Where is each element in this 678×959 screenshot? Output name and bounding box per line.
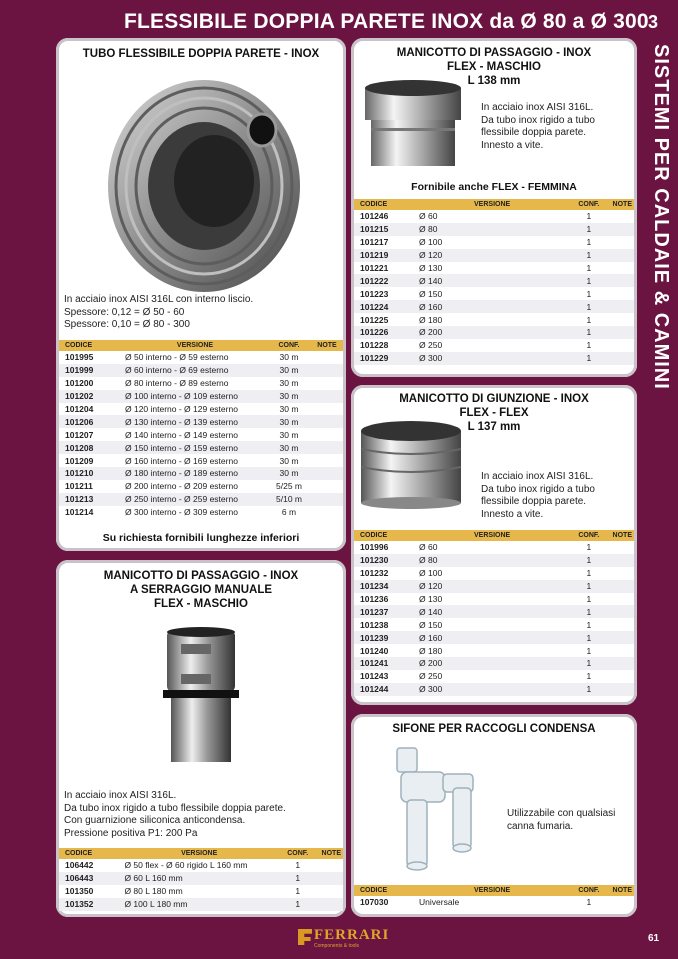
page-title: FLESSIBILE DOPPIA PARETE INOX da Ø 80 a Ø 300 (124, 10, 649, 33)
cell-codice: 106442 (65, 860, 94, 871)
cell-conf: 1 (586, 568, 592, 579)
cell-conf: 1 (567, 631, 610, 644)
passage-sleeve-desc-line: flessibile doppia parete. (481, 127, 587, 138)
cell-note (611, 605, 634, 618)
manual-sleeve-desc-line: Da tubo inox rigido a tubo flessibile doppia parete. (64, 802, 286, 814)
cell-note (611, 300, 634, 313)
cell-conf: 30 m (267, 364, 311, 377)
cell-note (611, 541, 634, 554)
cell-versione: Ø 140 (417, 274, 567, 287)
cell-versione: Ø 80 (417, 223, 567, 236)
passage-sleeve-desc-line: Da tubo inox rigido a tubo (481, 114, 595, 126)
cell-conf: 1 (586, 340, 592, 351)
cell-versione: Ø 180 (419, 645, 443, 656)
cell-codice: 107030 (360, 897, 389, 908)
passage-sleeve-title-line: MANICOTTO DI PASSAGGIO - INOX (396, 47, 592, 59)
joint-sleeve-title-line: FLEX - FLEX (459, 407, 529, 419)
cell-note (611, 236, 634, 249)
flex-tube-desc-line: Spessore: 0,12 = Ø 50 - 60 (64, 306, 185, 318)
logo-word: FERRARI (314, 927, 390, 943)
siphon-title: SIFONE PER RACCOGLI CONDENSA (392, 723, 596, 735)
col-conf: CONF. (567, 530, 610, 541)
cell-codice: 101217 (360, 237, 389, 248)
col-codice: CODICE (59, 848, 122, 859)
table-row (59, 493, 343, 506)
table-row (59, 441, 343, 454)
cell-note (311, 467, 343, 480)
siphon-card (351, 714, 637, 917)
cell-codice: 101228 (360, 340, 389, 351)
cell-codice: 101996 (360, 542, 389, 553)
cell-note (611, 657, 634, 670)
cell-conf: 6 m (281, 507, 297, 518)
cell-note (311, 506, 343, 519)
manual-sleeve-desc-line: In acciaio inox AISI 316L. (64, 790, 177, 801)
col-versione: VERSIONE (417, 885, 567, 896)
joint-sleeve-table (354, 530, 634, 696)
table-row (59, 898, 343, 911)
manual-sleeve-desc-line: Pressione positiva P1: 200 Pa (64, 827, 198, 839)
cell-note (611, 262, 634, 275)
table-row (354, 618, 634, 631)
cell-note (311, 351, 343, 364)
cell-codice: 101229 (354, 352, 417, 365)
logo-tagline: Components & tools (314, 943, 360, 949)
cell-note (311, 493, 343, 506)
cell-versione: Ø 300 interno - Ø 309 esterno (125, 507, 238, 518)
cell-note (611, 683, 634, 696)
passage-sleeve-image (363, 78, 463, 170)
cell-note (320, 898, 343, 911)
cell-conf: 30 m (267, 415, 311, 428)
table-row (354, 567, 634, 580)
cell-codice: 101244 (354, 683, 417, 696)
cell-note (611, 287, 634, 300)
flex-tube-card (56, 38, 346, 551)
cell-codice: 101240 (360, 645, 389, 656)
joint-sleeve-desc-line: Da tubo inox rigido a tubo (481, 483, 595, 495)
table-row (354, 541, 634, 554)
cell-note (611, 210, 634, 223)
table-row (354, 313, 634, 326)
page-number: 61 (648, 933, 660, 944)
table-row (59, 364, 343, 377)
cell-codice: 101210 (59, 467, 123, 480)
cell-codice: 101236 (360, 594, 389, 604)
cell-versione: Ø 130 (419, 594, 443, 604)
cell-note (320, 872, 343, 885)
cell-codice: 101995 (65, 352, 94, 363)
cell-note (611, 896, 634, 909)
table-row (354, 631, 634, 644)
cell-note (611, 567, 634, 580)
cell-codice: 101226 (354, 326, 417, 339)
cell-conf: 1 (567, 554, 610, 567)
col-codice: CODICE (59, 340, 123, 351)
table-row (59, 390, 343, 403)
cell-conf: 30 m (267, 467, 311, 480)
table-row (354, 274, 634, 287)
cell-versione: Ø 300 (417, 352, 567, 365)
cell-codice: 101208 (59, 441, 123, 454)
cell-versione: Ø 150 interno - Ø 159 esterno (123, 441, 267, 454)
side-title (642, 44, 674, 424)
cell-note (311, 415, 343, 428)
cell-versione: Ø 100 (419, 237, 443, 248)
flex-tube-desc-line: Spessore: 0,10 = Ø 80 - 300 (64, 319, 190, 330)
cell-note (611, 249, 634, 262)
cell-codice: 101223 (360, 288, 389, 299)
manual-sleeve-card (56, 560, 346, 917)
col-conf: CONF. (276, 848, 320, 859)
cell-codice: 101204 (65, 404, 94, 414)
cell-note (311, 480, 343, 493)
table-row (354, 287, 634, 300)
cell-versione: Ø 200 (417, 326, 567, 339)
table-row (354, 683, 634, 696)
col-versione: VERSIONE (122, 848, 275, 859)
flex-tube-desc (64, 294, 253, 332)
cell-conf: 30 m (279, 378, 299, 389)
cell-codice: 101214 (65, 507, 94, 518)
passage-sleeve-title-line: L 138 mm (467, 75, 521, 87)
cell-versione: Ø 100 (419, 568, 443, 579)
col-versione: VERSIONE (417, 199, 567, 210)
cell-versione: Ø 200 interno - Ø 209 esterno (125, 481, 238, 492)
cell-conf: 30 m (279, 455, 299, 466)
table-row (59, 506, 343, 519)
passage-sleeve-desc-line: Innesto a vite. (481, 139, 544, 151)
cell-note (611, 326, 634, 339)
cell-note (611, 223, 634, 236)
cell-codice: 101350 (65, 886, 94, 897)
manual-sleeve-title-line: FLEX - MASCHIO (154, 598, 248, 610)
passage-sleeve-subtitle: Fornibile anche FLEX - FEMMINA (411, 181, 577, 193)
cell-versione: Ø 50 interno - Ø 59 esterno (125, 352, 229, 363)
cell-note (611, 644, 634, 657)
cell-versione: Ø 120 (417, 249, 567, 262)
cell-conf: 1 (586, 263, 592, 273)
cell-codice: 101215 (354, 223, 417, 236)
table-row (354, 300, 634, 313)
siphon-table (354, 885, 634, 909)
cell-conf: 30 m (267, 390, 311, 403)
cell-note (611, 352, 634, 365)
cell-versione: Ø 300 (417, 683, 567, 696)
cell-codice: 101243 (360, 671, 389, 682)
table-row (354, 605, 634, 618)
table-row (59, 428, 343, 441)
cell-conf: 1 (567, 657, 610, 670)
cell-versione: Ø 140 interno - Ø 149 esterno (125, 429, 238, 440)
cell-codice: 101209 (65, 455, 94, 466)
cell-conf: 1 (586, 671, 592, 682)
cell-codice: 101207 (65, 429, 94, 440)
cell-conf: 1 (567, 223, 610, 236)
joint-sleeve-desc-line: In acciaio inox AISI 316L. (481, 471, 594, 482)
cell-versione: Ø 80 (417, 554, 567, 567)
table-row (59, 403, 343, 416)
logo-icon (298, 929, 312, 945)
cell-conf: 1 (567, 605, 610, 618)
siphon-desc-line: Utilizzabile con qualsiasi (507, 808, 616, 819)
cell-conf: 1 (295, 860, 301, 871)
joint-sleeve-card (351, 385, 637, 705)
cell-versione: Ø 180 (419, 314, 443, 325)
cell-versione: Ø 130 (419, 263, 443, 273)
cell-codice: 101213 (59, 493, 123, 506)
cell-conf: 1 (586, 288, 592, 299)
cell-versione: Ø 140 (417, 605, 567, 618)
col-conf: CONF. (267, 340, 311, 351)
table-row (354, 223, 634, 236)
passage-sleeve-table (354, 199, 634, 365)
cell-note (311, 441, 343, 454)
table-row (354, 644, 634, 657)
cell-codice: 101202 (59, 390, 123, 403)
cell-note (611, 593, 634, 606)
cell-note (320, 859, 343, 872)
cell-conf: 30 m (279, 404, 299, 414)
table-row (59, 454, 343, 467)
cell-note (611, 274, 634, 287)
flex-tube-footer-note: Su richiesta fornibili lunghezze inferiori (102, 532, 300, 544)
joint-sleeve-title-line: MANICOTTO DI GIUNZIONE - INOX (399, 393, 589, 405)
cell-note (320, 885, 343, 898)
cell-codice: 101246 (360, 211, 389, 222)
table-row (354, 352, 634, 365)
col-conf: CONF. (567, 885, 610, 896)
cell-conf: 30 m (279, 352, 299, 363)
flex-tube-table (59, 340, 343, 519)
table-row (354, 593, 634, 606)
cell-note (611, 554, 634, 567)
cell-conf: 1 (586, 897, 592, 908)
cell-conf: 1 (586, 211, 592, 222)
cell-versione: Ø 60 (419, 211, 438, 222)
col-note: NOTE (321, 850, 341, 857)
cell-versione: Ø 80 interno - Ø 89 esterno (125, 378, 229, 389)
section-number: 3 (648, 12, 659, 32)
table-row (354, 657, 634, 670)
cell-versione: Ø 80 L 180 mm (124, 886, 183, 897)
manual-sleeve-title-line: MANICOTTO DI PASSAGGIO - INOX (103, 570, 299, 582)
cell-codice: 101219 (354, 249, 417, 262)
col-codice: CODICE (354, 199, 417, 210)
table-row (59, 415, 343, 428)
cell-conf: 1 (586, 314, 592, 325)
cell-conf: 1 (276, 872, 320, 885)
manual-sleeve-title-line: A SERRAGGIO MANUALE (129, 584, 273, 596)
manual-sleeve-desc-line: Con guarnizione siliconica anticondensa. (64, 815, 246, 826)
cell-conf: 1 (586, 237, 592, 248)
table-row (354, 236, 634, 249)
cell-note (311, 364, 343, 377)
flex-tube-coil-image (104, 66, 304, 306)
cell-conf: 1 (567, 580, 610, 593)
table-row (354, 670, 634, 683)
cell-note (311, 454, 343, 467)
cell-conf: 1 (567, 300, 610, 313)
ferrari-logo (296, 925, 394, 951)
cell-codice: 101230 (354, 554, 417, 567)
cell-note (611, 618, 634, 631)
cell-codice: 101239 (354, 631, 417, 644)
cell-codice: 106443 (59, 872, 122, 885)
cell-codice: 101206 (59, 415, 123, 428)
cell-versione: Ø 100 interno - Ø 109 esterno (123, 390, 267, 403)
cell-versione: Ø 50 flex - Ø 60 rigido L 160 mm (124, 860, 248, 871)
table-row (354, 249, 634, 262)
table-row (59, 377, 343, 390)
cell-versione: Ø 160 (417, 631, 567, 644)
cell-codice: 101999 (59, 364, 123, 377)
cell-conf: 1 (586, 594, 592, 604)
table-row (59, 872, 343, 885)
joint-sleeve-title-line: L 137 mm (467, 421, 521, 433)
cell-versione: Universale (419, 897, 460, 908)
cell-conf: 30 m (267, 441, 311, 454)
cell-codice: 101222 (354, 274, 417, 287)
cell-conf: 5/10 m (267, 493, 311, 506)
cell-note (311, 390, 343, 403)
cell-versione: Ø 160 (417, 300, 567, 313)
cell-versione: Ø 200 (417, 657, 567, 670)
table-row (354, 580, 634, 593)
table-row (354, 339, 634, 352)
side-title-text: SISTEMI PER CALDAIE & CAMINI (650, 44, 672, 390)
cell-conf: 1 (586, 645, 592, 656)
cell-conf: 5/25 m (276, 481, 302, 492)
cell-conf: 1 (567, 326, 610, 339)
cell-versione: Ø 180 interno - Ø 189 esterno (123, 467, 267, 480)
cell-versione: Ø 130 interno - Ø 139 esterno (123, 415, 267, 428)
manual-sleeve-table (59, 848, 343, 911)
col-versione: VERSIONE (123, 340, 267, 351)
table-row (59, 859, 343, 872)
passage-sleeve-card (351, 38, 637, 377)
cell-versione: Ø 250 interno - Ø 259 esterno (123, 493, 267, 506)
cell-note (611, 631, 634, 644)
table-row (354, 262, 634, 275)
cell-codice: 101224 (354, 300, 417, 313)
table-row (59, 885, 343, 898)
cell-note (311, 403, 343, 416)
cell-codice: 101225 (360, 314, 389, 325)
joint-sleeve-desc-line: flessibile doppia parete. (481, 496, 587, 507)
table-row (354, 210, 634, 223)
cell-codice: 101237 (354, 605, 417, 618)
cell-conf: 1 (586, 619, 592, 630)
cell-versione: Ø 100 L 180 mm (122, 898, 275, 911)
cell-codice: 101221 (360, 263, 389, 273)
cell-conf: 1 (276, 898, 320, 911)
cell-codice: 101232 (360, 568, 389, 579)
col-versione: VERSIONE (417, 530, 567, 541)
cell-versione: Ø 150 (419, 288, 443, 299)
joint-sleeve-desc (481, 471, 631, 521)
cell-versione: Ø 160 interno - Ø 169 esterno (125, 455, 238, 466)
cell-codice: 101211 (65, 481, 93, 492)
manual-sleeve-title (56, 569, 346, 611)
cell-note (611, 580, 634, 593)
cell-conf: 1 (567, 683, 610, 696)
table-row (354, 896, 634, 909)
cell-codice: 101352 (59, 898, 122, 911)
col-note: NOTE (612, 532, 632, 539)
siphon-image (391, 744, 481, 874)
table-row (354, 326, 634, 339)
cell-versione: Ø 120 interno - Ø 129 esterno (125, 404, 238, 414)
cell-codice: 101241 (354, 657, 417, 670)
table-row (59, 480, 343, 493)
cell-versione: Ø 60 (419, 542, 438, 553)
cell-conf: 1 (586, 542, 592, 553)
cell-codice: 101234 (354, 580, 417, 593)
passage-sleeve-title-line: FLEX - MASCHIO (447, 61, 541, 73)
cell-versione: Ø 60 interno - Ø 69 esterno (123, 364, 267, 377)
cell-versione: Ø 60 L 160 mm (122, 872, 275, 885)
cell-conf: 30 m (279, 429, 299, 440)
siphon-desc-line: canna fumaria. (507, 820, 574, 832)
manual-sleeve-desc (64, 790, 286, 840)
col-note: NOTE (311, 340, 343, 351)
cell-codice: 101200 (65, 378, 94, 389)
passage-sleeve-desc-line: In acciaio inox AISI 316L. (481, 102, 594, 113)
col-codice: CODICE (354, 885, 417, 896)
cell-versione: Ø 150 (419, 619, 443, 630)
col-note: NOTE (612, 201, 632, 208)
col-note: NOTE (612, 887, 632, 894)
table-row (59, 351, 343, 364)
table-row (354, 554, 634, 567)
flex-tube-title: TUBO FLESSIBILE DOPPIA PARETE - INOX (82, 48, 320, 60)
col-conf: CONF. (567, 199, 610, 210)
cell-versione: Ø 120 (417, 580, 567, 593)
cell-note (611, 313, 634, 326)
cell-codice: 101238 (360, 619, 389, 630)
cell-note (311, 377, 343, 390)
cell-conf: 1 (295, 886, 301, 897)
cell-conf: 1 (567, 249, 610, 262)
table-row (59, 467, 343, 480)
manual-sleeve-image (161, 626, 241, 766)
cell-note (611, 339, 634, 352)
cell-versione: Ø 250 (419, 671, 443, 682)
cell-note (611, 670, 634, 683)
flex-tube-desc-line: In acciaio inox AISI 316L con interno liscio. (64, 294, 254, 305)
cell-versione: Ø 250 (419, 340, 443, 351)
joint-sleeve-desc-line: Innesto a vite. (481, 508, 544, 520)
siphon-desc (507, 808, 633, 833)
cell-conf: 1 (567, 274, 610, 287)
cell-note (311, 428, 343, 441)
passage-sleeve-desc (481, 102, 631, 152)
col-codice: CODICE (354, 530, 417, 541)
joint-sleeve-image (359, 419, 463, 511)
cell-conf: 1 (567, 352, 610, 365)
